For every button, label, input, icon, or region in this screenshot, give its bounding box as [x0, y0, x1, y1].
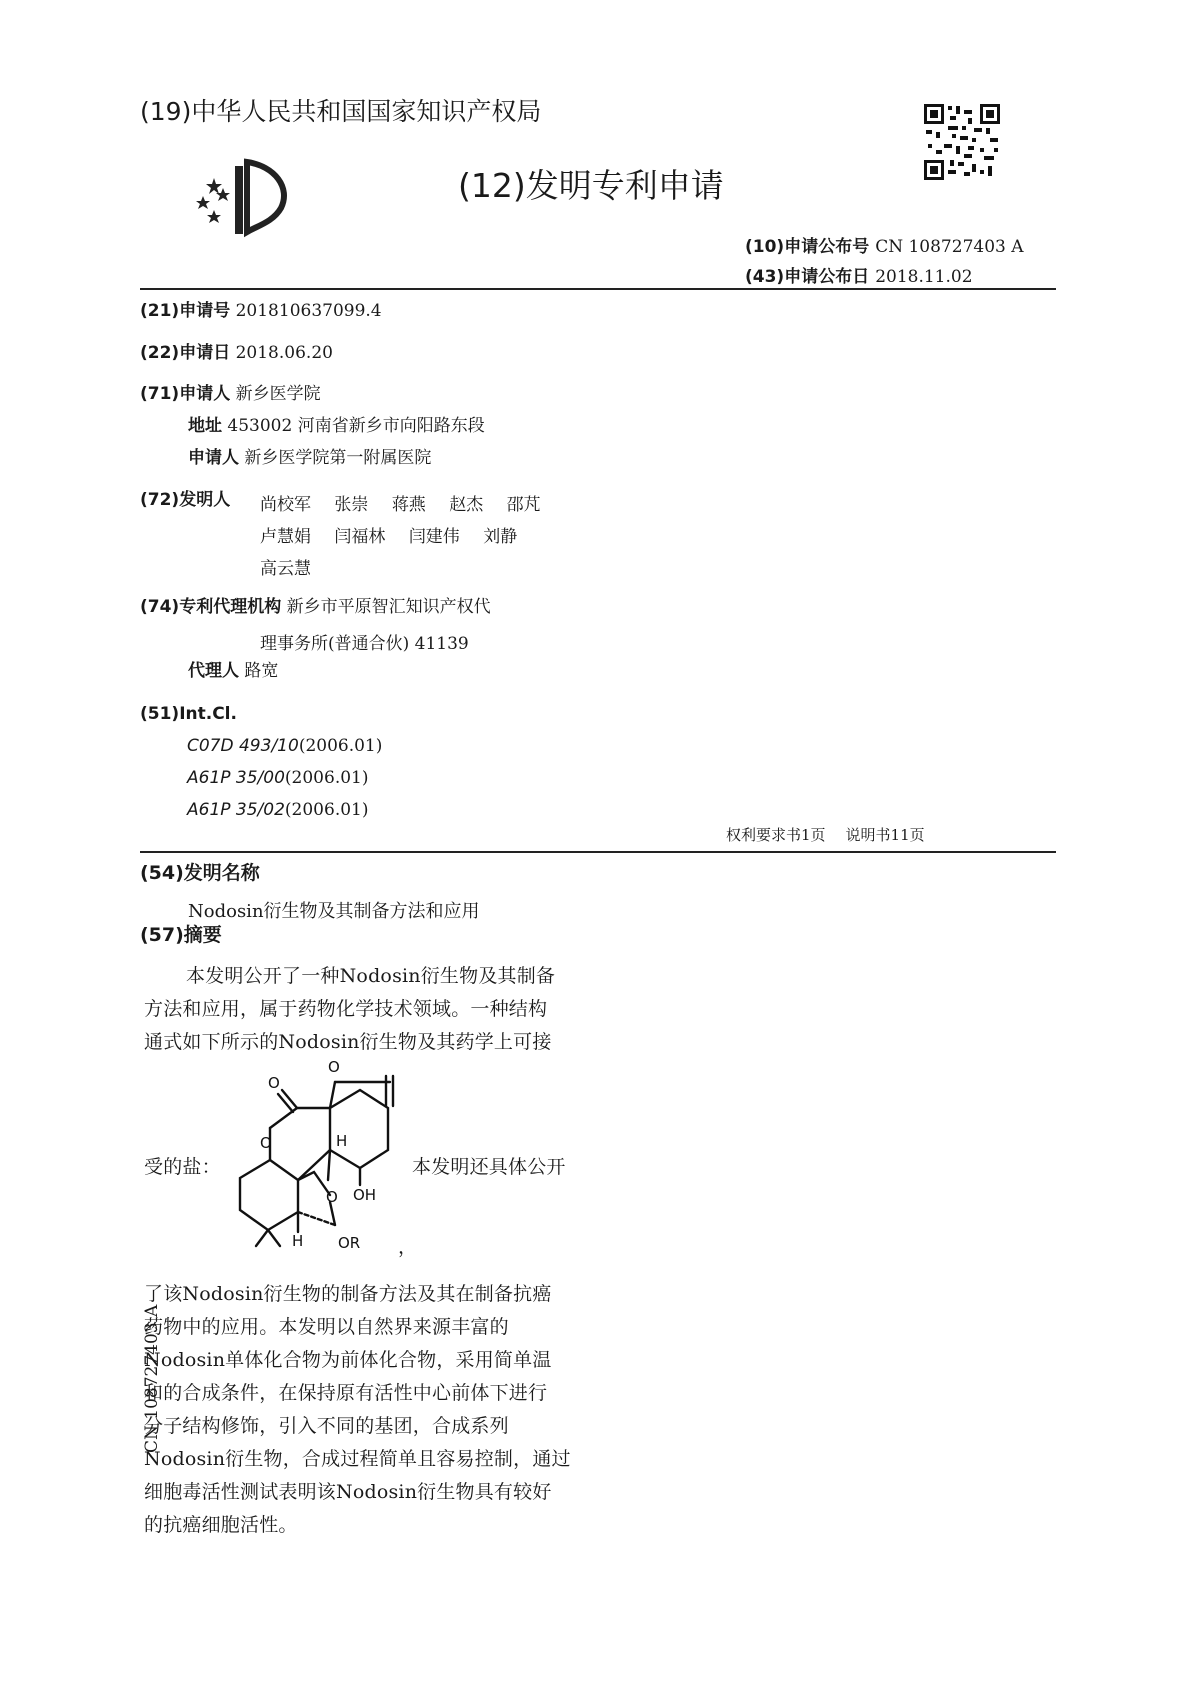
address: 453002 河南省新乡市向阳路东段	[227, 416, 485, 436]
inventor: 尚校军	[260, 495, 311, 515]
inventors-line-3	[260, 554, 311, 579]
document-type: (12)发明专利申请	[458, 166, 724, 205]
agency-line-2: 理事务所(普通合伙) 41139	[260, 634, 469, 654]
abstract-line: 药物中的应用。本发明以自然界来源丰富的	[144, 1316, 509, 1338]
inventor: 邵芃	[506, 495, 541, 515]
inventor: 高云慧	[260, 559, 311, 579]
abstract-inline-right: 本发明还具体公开	[412, 1156, 566, 1178]
invention-title-label: (54)发明名称	[140, 862, 260, 884]
inventors-row	[140, 490, 230, 510]
header-divider	[140, 288, 1056, 290]
address-row	[188, 416, 485, 436]
agency-line-1: 新乡市平原智汇知识产权代	[286, 597, 491, 617]
abstract-line: 了该Nodosin衍生物的制备方法及其在制备抗癌	[144, 1283, 552, 1305]
ipc-item	[187, 768, 369, 788]
applicant-label: (71)申请人	[140, 384, 231, 404]
sipo-logo	[195, 158, 295, 238]
side-publication-number: CN 108727403 A	[142, 1304, 162, 1453]
inventor: 张崇	[334, 495, 369, 515]
abstract-line: 方法和应用，属于药物化学技术领域。一种结构	[144, 998, 548, 1020]
chemical-structure	[210, 1060, 410, 1265]
abstract-line: 细胞毒活性测试表明该Nodosin衍生物具有较好	[144, 1481, 552, 1503]
abstract-line: 通式如下所示的Nodosin衍生物及其药学上可接	[144, 1031, 552, 1053]
atom-label-o: O	[328, 1060, 340, 1076]
application-number: 201810637099.4	[235, 301, 382, 321]
abstract-line: 本发明公开了一种Nodosin衍生物及其制备	[186, 965, 556, 987]
publication-number-row	[745, 232, 1024, 257]
abstract-comma: ，	[398, 1236, 418, 1258]
inventors-line-2	[260, 522, 517, 547]
application-number-label: (21)申请号	[140, 301, 231, 321]
agent-row	[188, 661, 278, 681]
inventor: 蒋燕	[391, 495, 426, 515]
publication-number-label: (10)申请公布号	[745, 237, 870, 257]
atom-label-h: H	[292, 1232, 304, 1250]
publication-date-label: (43)申请公布日	[745, 267, 870, 287]
abstract-line: 分子结构修饰，引入不同的基团，合成系列	[144, 1415, 509, 1437]
ipc-version: (2006.01)	[284, 768, 369, 788]
invention-title: Nodosin衍生物及其制备方法和应用	[188, 901, 480, 922]
applicant2-label: 申请人	[188, 448, 239, 468]
abstract-line: 和的合成条件，在保持原有活性中心前体下进行	[144, 1382, 548, 1404]
agent-label: 代理人	[188, 661, 239, 681]
inventor: 卢慧娟	[260, 527, 311, 547]
publication-number: CN 108727403 A	[875, 237, 1024, 257]
applicant2: 新乡医学院第一附属医院	[244, 448, 432, 468]
application-date: 2018.06.20	[235, 343, 333, 363]
address-label: 地址	[188, 416, 222, 436]
abstract-label: (57)摘要	[140, 924, 222, 946]
page-counts	[726, 824, 925, 845]
publication-date: 2018.11.02	[875, 267, 973, 287]
abstract-line: Nodosin衍生物，合成过程简单且容易控制，通过	[144, 1448, 571, 1470]
applicant-row	[140, 384, 321, 404]
abstract-inline-left: 受的盐：	[144, 1156, 221, 1178]
applicant: 新乡医学院	[235, 384, 321, 404]
application-number-row	[140, 301, 382, 321]
atom-label-oh: OH	[353, 1186, 377, 1204]
agency-label: (74)专利代理机构	[140, 597, 282, 617]
ipc-code: C07D 493/10	[187, 736, 299, 756]
intcl-label: (51)Int.Cl.	[140, 704, 237, 724]
qr-code	[924, 104, 1000, 180]
atom-label-h: H	[336, 1132, 348, 1150]
inventor: 赵杰	[449, 495, 484, 515]
ipc-version: (2006.01)	[284, 800, 369, 820]
ipc-item	[187, 736, 382, 756]
publication-date-row	[745, 262, 973, 287]
applicant2-row	[188, 448, 431, 468]
inventors-label: (72)发明人	[140, 490, 231, 510]
agency-row	[140, 597, 491, 617]
agent: 路宽	[244, 661, 279, 681]
office-name: (19)中华人民共和国国家知识产权局	[140, 97, 542, 126]
inventor: 闫建伟	[408, 527, 460, 547]
inventor: 闫福林	[334, 527, 386, 547]
ipc-version: (2006.01)	[298, 736, 383, 756]
atom-label-o: O	[268, 1074, 280, 1092]
ipc-code: A61P 35/02	[187, 800, 285, 820]
atom-label-o: O	[326, 1188, 338, 1206]
ipc-item	[187, 800, 369, 820]
inventors-line-1	[260, 490, 541, 515]
application-date-row	[140, 343, 333, 363]
abstract-line: Nodosin单体化合物为前体化合物，采用简单温	[144, 1349, 552, 1371]
intcl-row	[140, 704, 237, 724]
atom-label-or: OR	[338, 1234, 361, 1252]
application-date-label: (22)申请日	[140, 343, 231, 363]
claims-pages: 权利要求书1页	[726, 826, 826, 844]
abstract-line: 的抗癌细胞活性。	[144, 1514, 298, 1536]
star-icon	[196, 178, 230, 223]
ipc-code: A61P 35/00	[187, 768, 285, 788]
description-pages: 说明书11页	[845, 826, 925, 844]
section-divider	[140, 851, 1056, 853]
inventor: 刘静	[483, 527, 518, 547]
atom-label-o: O	[260, 1134, 272, 1152]
